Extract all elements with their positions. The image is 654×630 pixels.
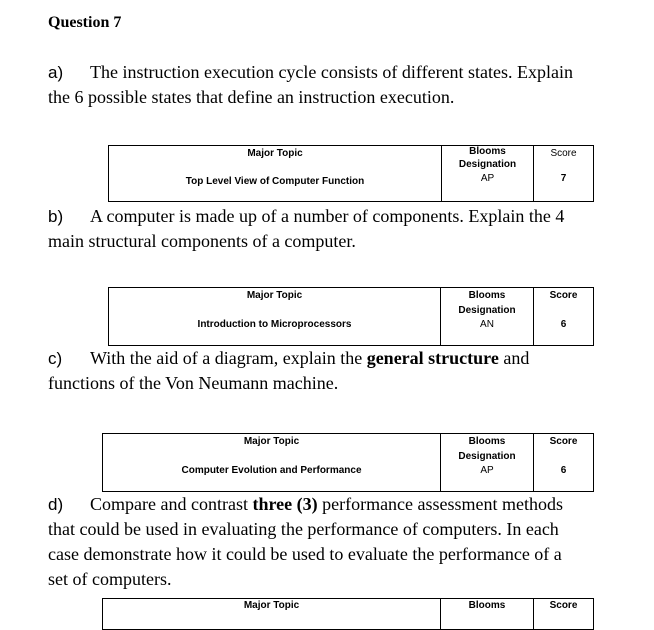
score-header: Score [549,290,578,301]
question-c [48,346,608,396]
question-title: Question 7 [48,14,122,31]
topic-table [102,433,594,492]
topic-table [108,287,594,346]
blooms-header: Blooms [468,600,506,611]
designation-header: Designation [458,159,517,170]
question-text: A computer is made up of a number of components. Explain the 4 [90,206,565,226]
score-header: Score [549,600,578,611]
question-text-cont: functions of the Von Neumann machine. [48,373,339,393]
question-text-cont: the 6 possible states that define an instruction execution. [48,87,455,107]
question-label: a) [48,63,64,82]
major-topic-header: Major Topic [247,148,303,159]
question-label: c) [48,349,63,368]
blooms-header: Blooms [468,290,506,301]
question-text: Compare and contrast [90,494,253,514]
designation-header: Designation [458,451,516,462]
blooms-value: AP [480,173,495,184]
question-emphasis: three (3) [252,494,318,514]
question-text-post: and [498,348,530,368]
designation-header: Designation [458,305,516,316]
question-text: The instruction execution cycle consists of different states. Explain [90,62,574,82]
major-topic-header: Major Topic [243,436,300,447]
score-header: Score [550,148,577,159]
blooms-value: AN [480,319,494,330]
question-label: d) [48,495,64,514]
question-text-post: performance assessment methods [317,494,564,514]
topic-table [102,598,594,630]
question-text: With the aid of a diagram, explain the [90,348,367,368]
score-value: 7 [560,173,567,184]
blooms-header: Blooms [469,146,506,157]
question-text-cont: case demonstrate how it could be used to evaluate the performance of a [48,544,562,564]
major-topic-value: Computer Evolution and Performance [181,465,362,476]
blooms-header: Blooms [468,436,506,447]
question-emphasis: general structure [366,348,499,368]
question-text-cont: that could be used in evaluating the performance of computers. In each [48,519,559,539]
score-value: 6 [560,319,567,330]
question-d [48,492,608,592]
score-header: Score [549,436,578,447]
topic-table [108,145,594,202]
major-topic-value: Top Level View of Computer Function [185,176,365,187]
question-a [48,60,608,110]
question-b [48,204,608,254]
major-topic-header: Major Topic [246,290,303,301]
question-text-cont: set of computers. [48,569,172,589]
score-value: 6 [560,465,567,476]
blooms-value: AP [480,465,494,476]
major-topic-value: Introduction to Microprocessors [197,319,352,330]
question-text-cont: main structural components of a computer. [48,231,356,251]
major-topic-header: Major Topic [243,600,300,611]
question-label: b) [48,207,64,226]
